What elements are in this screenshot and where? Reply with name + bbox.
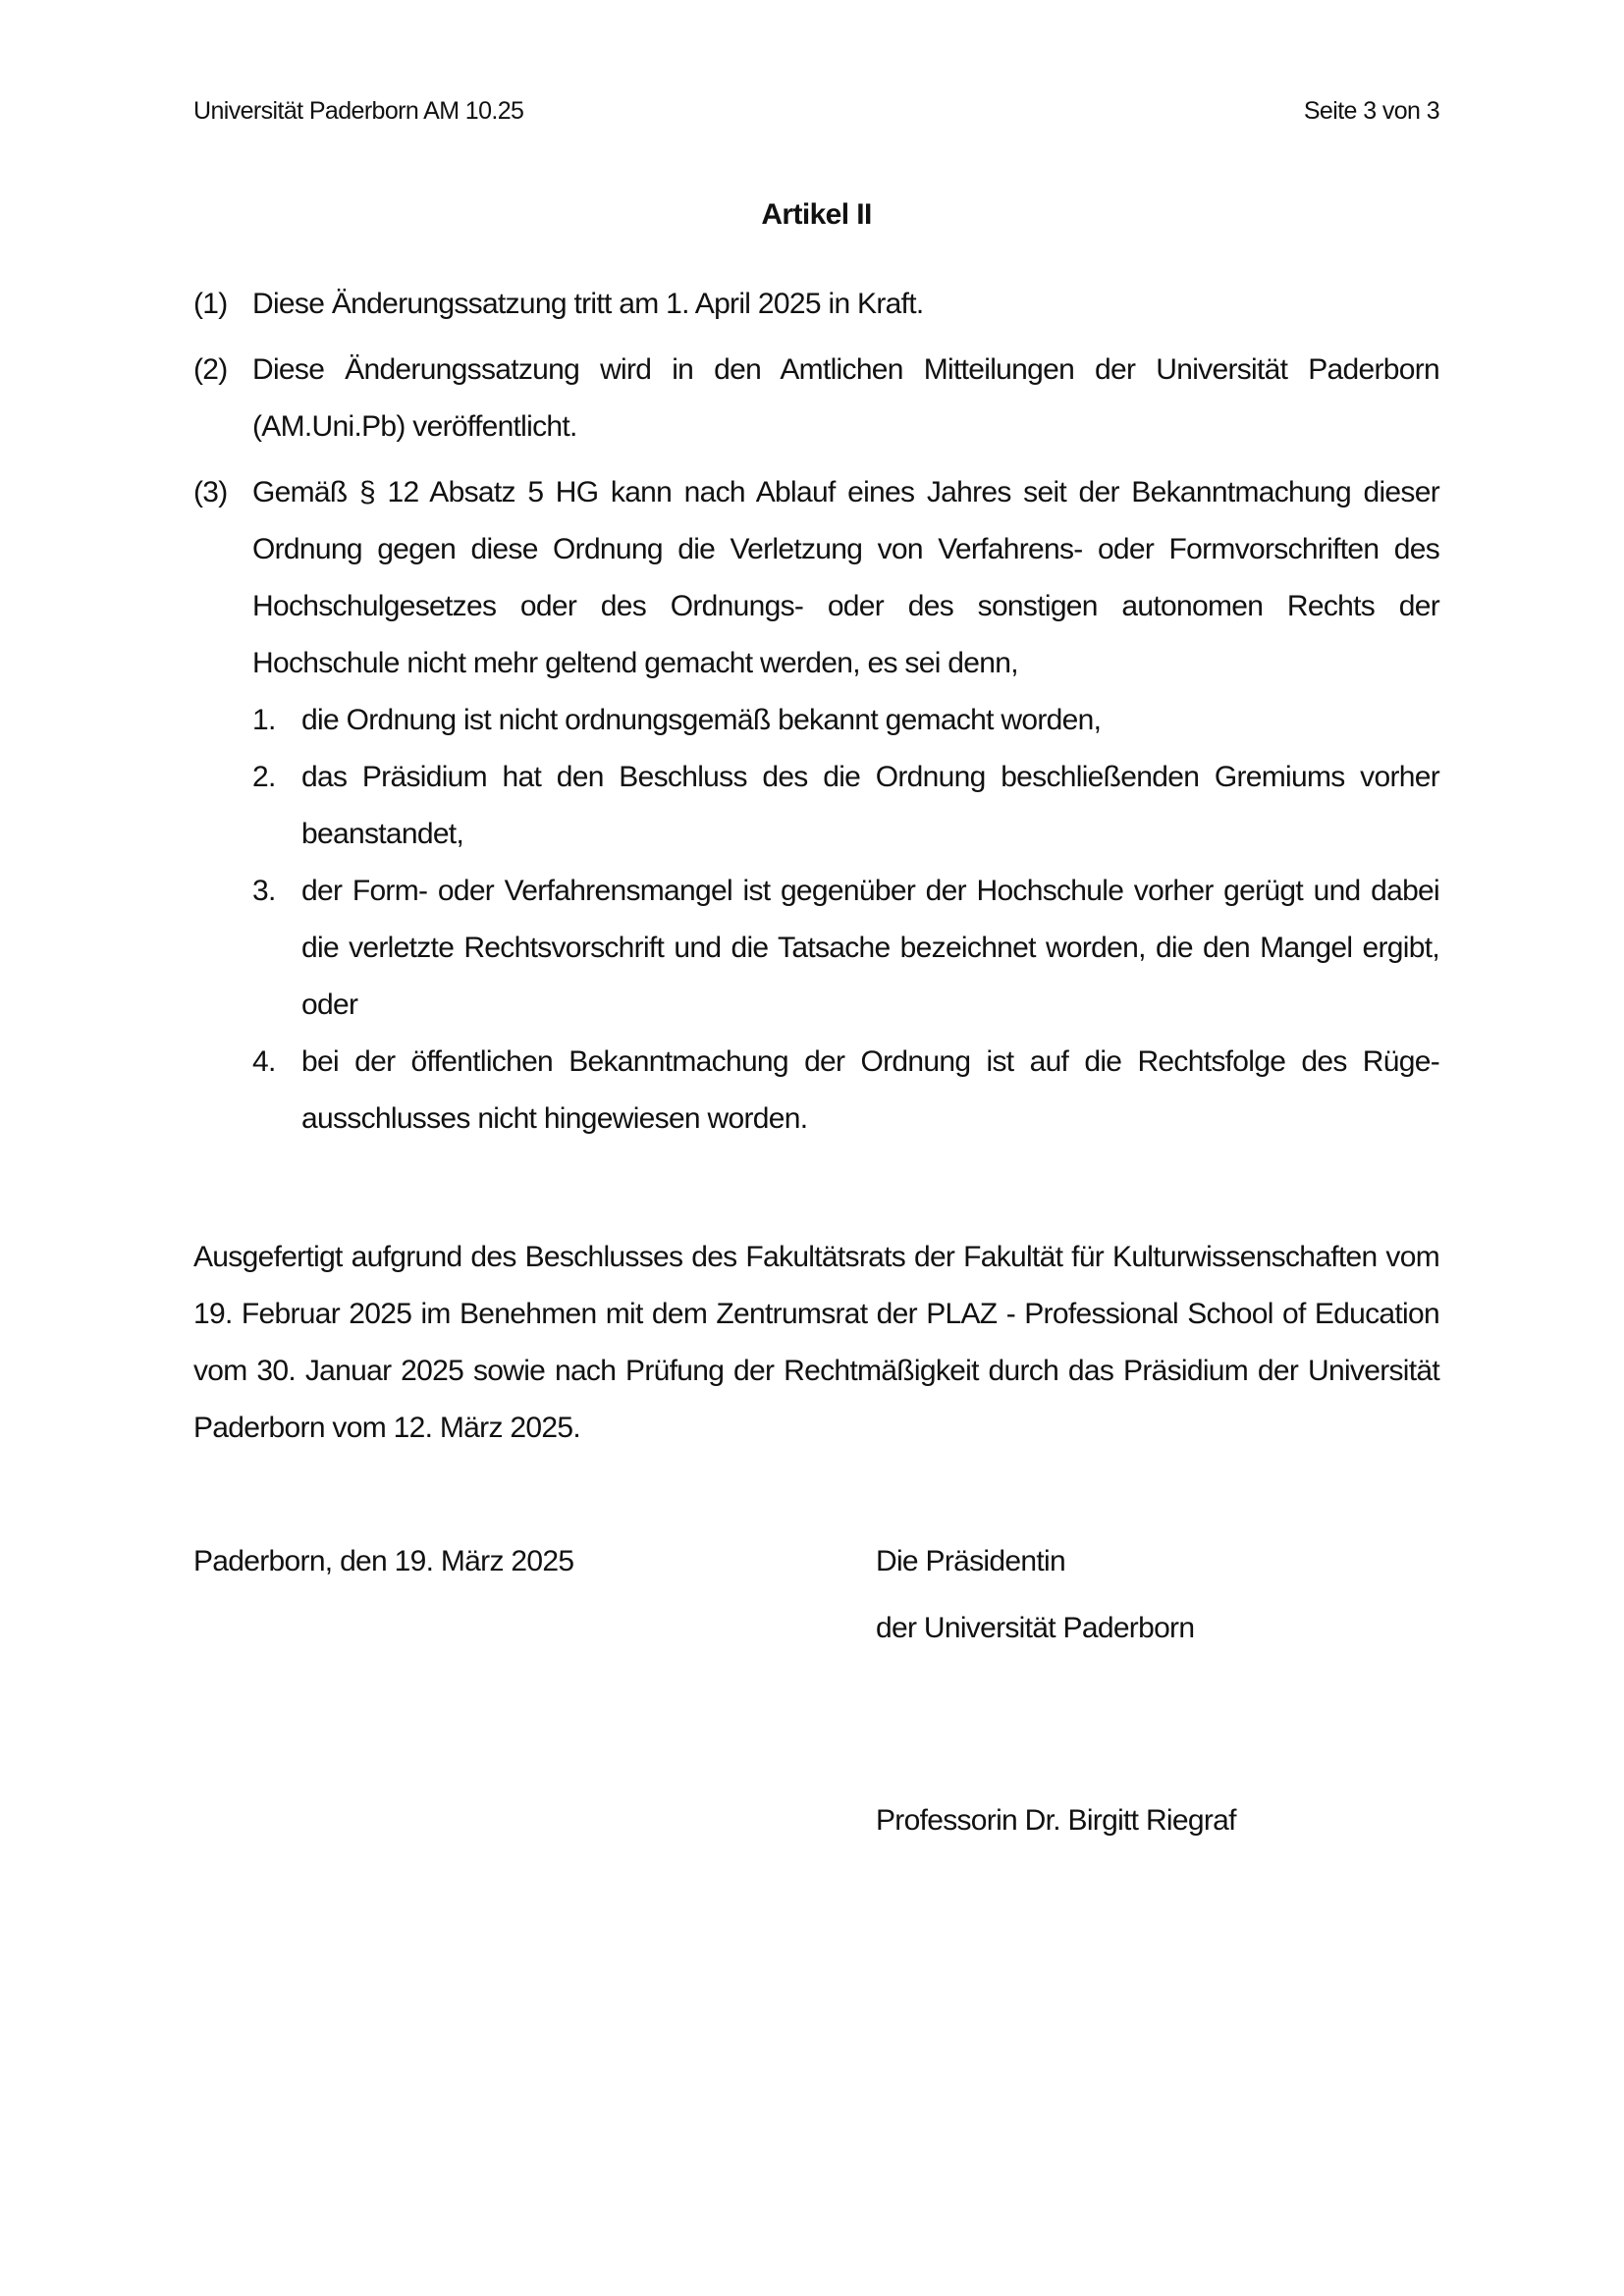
paragraph-text: Diese Änderungssatzung tritt am 1. April 2025 in Kraft. [252,288,924,320]
signature-institution: der Universität Paderborn [876,1612,1195,1644]
signatory-name: Professorin Dr. Birgitt Riegraf [876,1804,1236,1837]
signature-block [876,1533,1194,1667]
list-item [252,749,1439,863]
header-page-number: Seite 3 von 3 [1303,97,1439,125]
paragraph-2 [193,342,1439,455]
header-publication: Universität Paderborn AM 10.25 [193,97,524,125]
paragraph-text: Gemäß § 12 Absatz 5 HG kann nach Ablauf eines Jahres seit der Bekanntmachung dieser Ordnung gegen diese Ordnung die Verletzung von Verfahrens- oder Formvorschriften des Hochschulgesetzes oder des Ordnungs- oder des sonstigen autonomen Rechts der Hochschule nicht mehr geltend gemacht werden, es sei denn, [252,476,1439,679]
paragraph-text: Diese Änderungssatzung wird in den Amtlichen Mitteilungen der Universität Paderborn (AM.Uni.Pb) veröffentlicht. [252,353,1439,443]
paragraph-1 [193,276,1439,333]
paragraph-number: (3) [193,476,228,508]
page-header [193,94,1439,128]
list-item-text: der Form- oder Verfahrensmangel ist gegenüber der Hochschule vorher gerügt und dabei die verletzte Rechtsvorschrift und die Tatsache bezeichnet worden, die den Mangel ergibt, oder [301,875,1439,1021]
signature-title: Die Präsidentin [876,1545,1065,1577]
list-item [252,692,1439,749]
list-item-text: das Präsidium hat den Beschluss des die Ordnung beschließenden Gremiums vorher beanstandet, [301,761,1439,850]
list-item-text: bei der öffentlichen Bekanntmachung der Ordnung ist auf die Rechtsfolge des Rüge-ausschlusses nicht hingewiesen worden. [301,1045,1439,1135]
exception-list [252,692,1439,1148]
article-paragraphs [193,276,1439,1148]
list-item [252,1034,1439,1148]
list-item-text: die Ordnung ist nicht ordnungsgemäß bekannt gemacht worden, [301,704,1102,736]
list-item-number: 1. [252,704,276,736]
paragraph-number: (2) [193,353,228,386]
place-and-date: Paderborn, den 19. März 2025 [193,1545,574,1577]
closing-statement: Ausgefertigt aufgrund des Beschlusses des Fakultätsrats der Fakultät für Kulturwissenschaften vom 19. Februar 2025 im Benehmen mit dem Zentrumsrat der PLAZ - Professional School of Education vom 30. Januar 2025 sowie nach Prüfung der Rechtmäßigkeit durch das Präsidium der Universität Paderborn vom 12. März 2025. [193,1241,1439,1444]
list-item [252,863,1439,1034]
article-title: Artikel II [761,198,872,231]
list-item-number: 3. [252,875,276,907]
paragraph-3 [193,464,1439,692]
paragraph-number: (1) [193,288,228,320]
list-item-number: 4. [252,1045,276,1078]
list-item-number: 2. [252,761,276,793]
